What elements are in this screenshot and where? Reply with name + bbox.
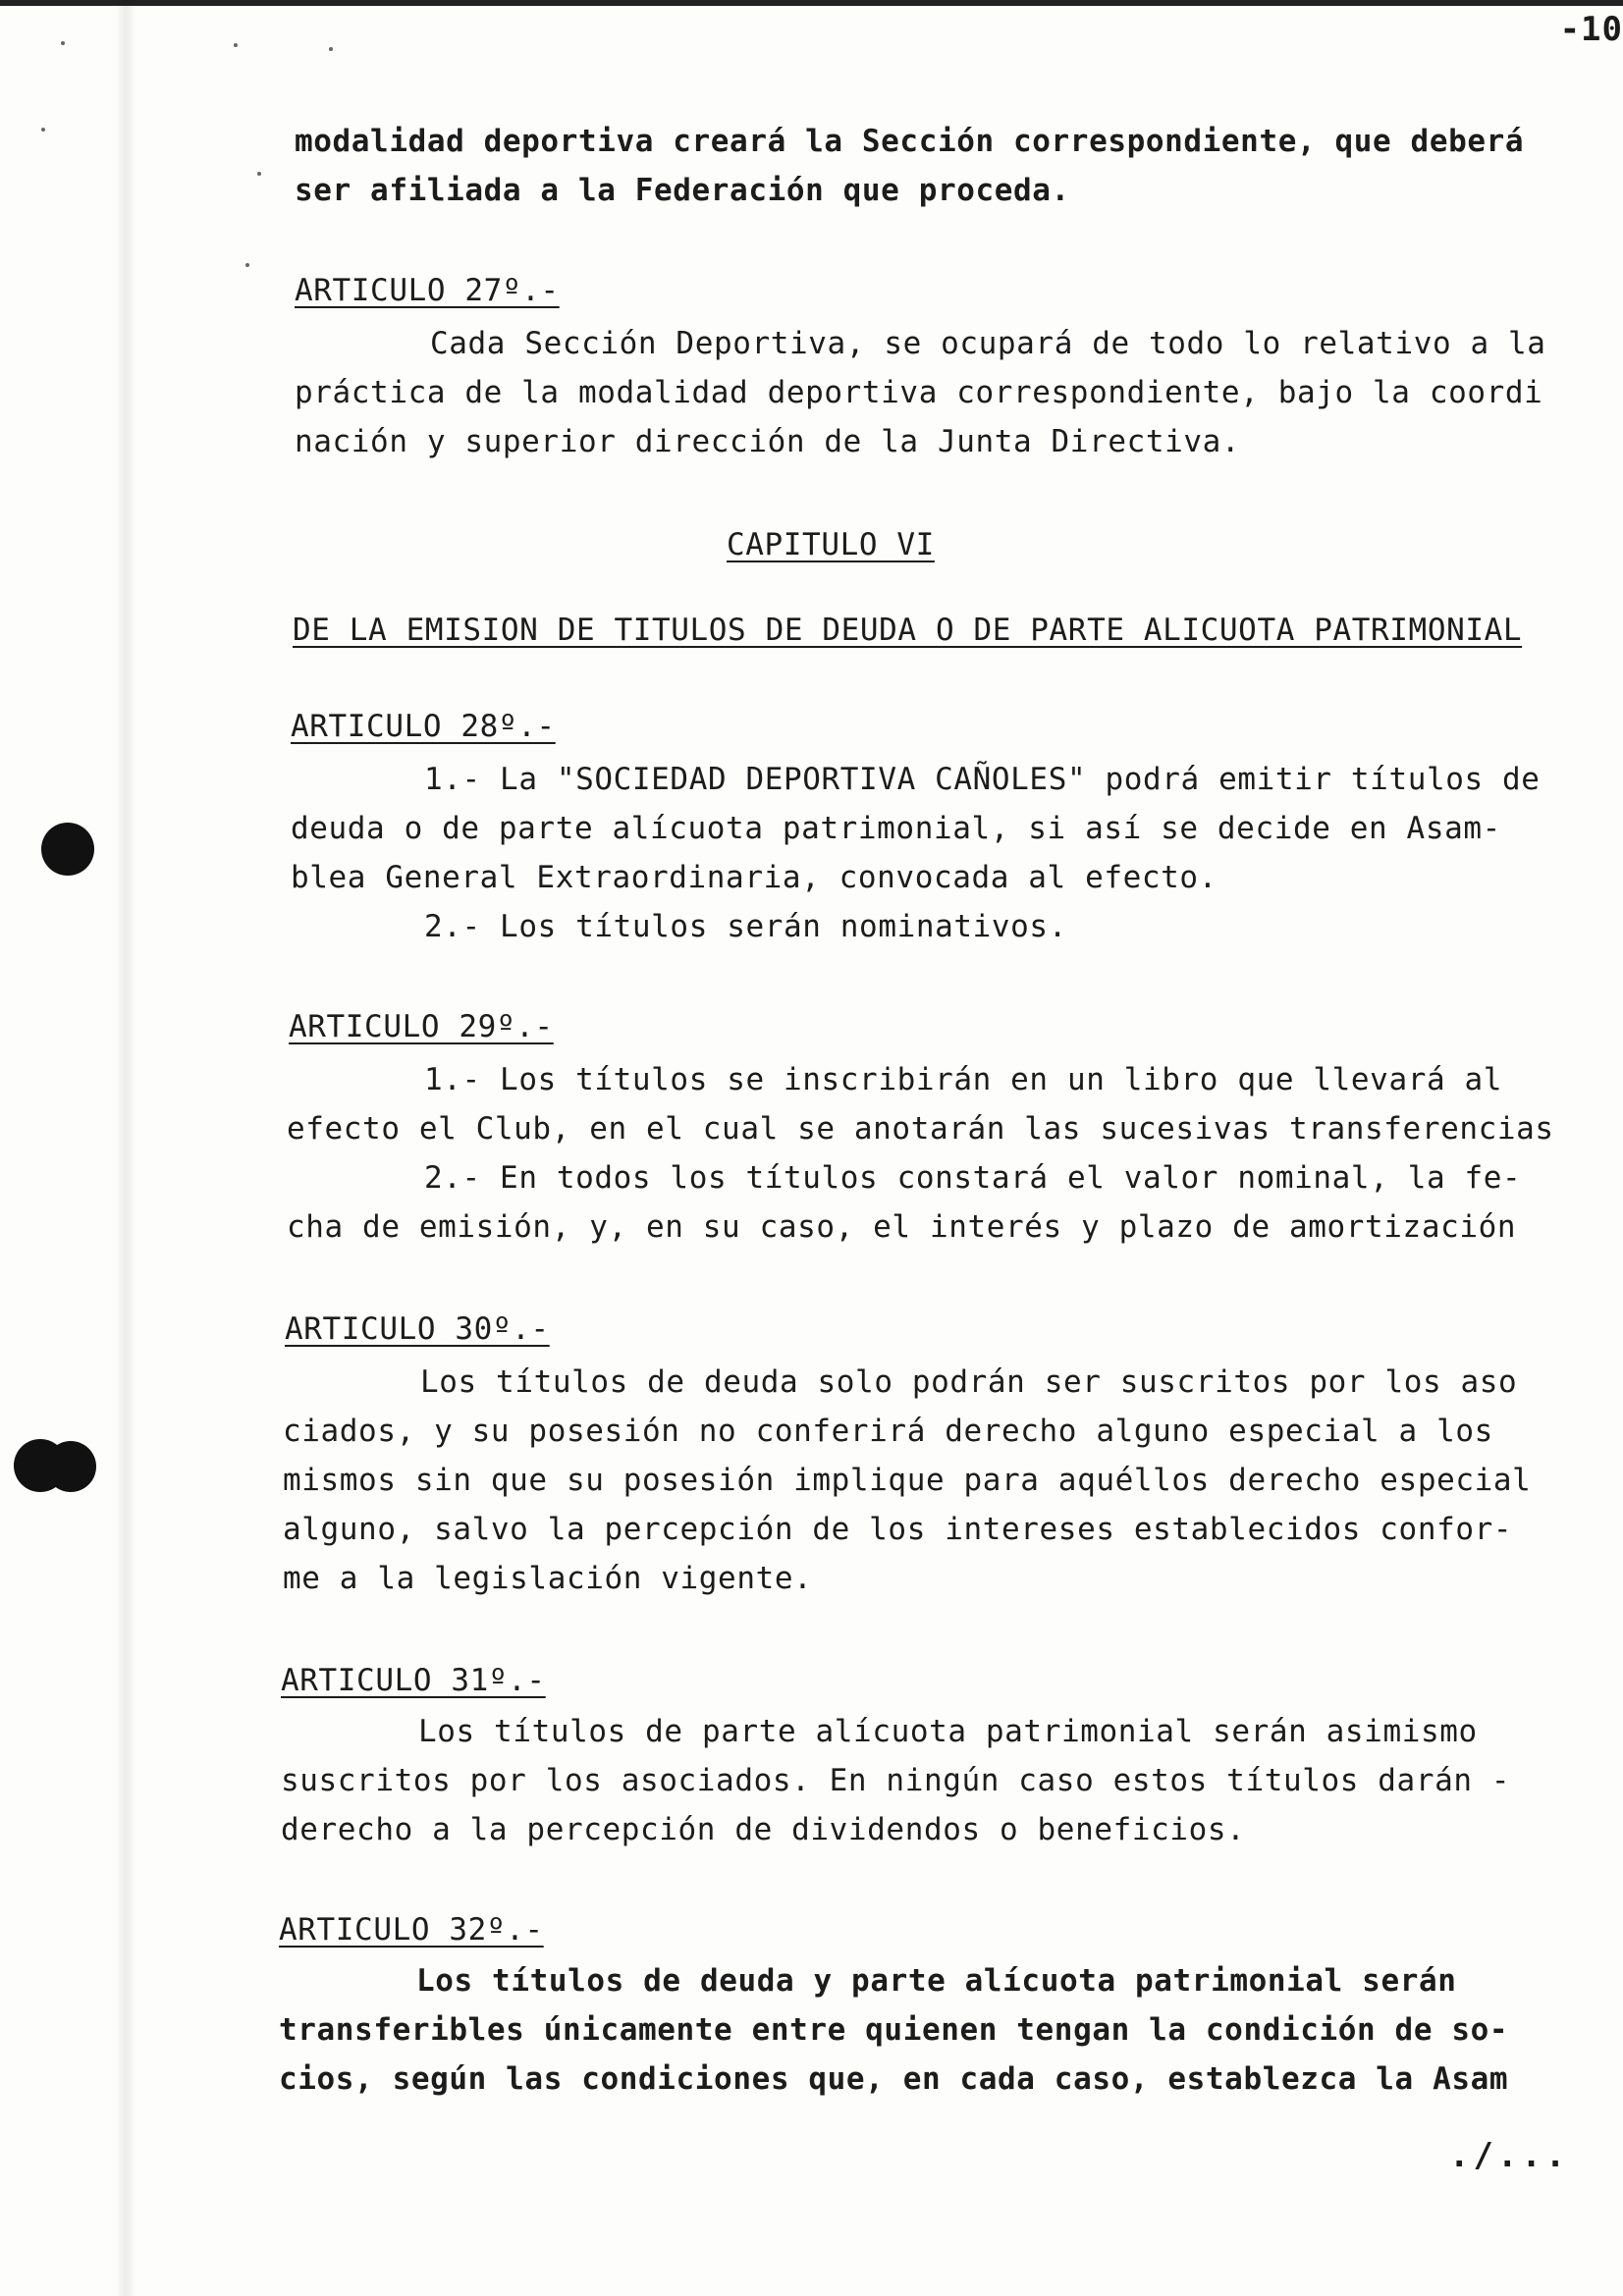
article-28-heading: ARTICULO 28º.-	[291, 709, 556, 744]
continuation-mark: ./...	[1449, 2136, 1570, 2175]
top-border	[0, 0, 1623, 6]
article-32-line: Los títulos de deuda y parte alícuota patrimonial serán	[416, 1963, 1457, 1999]
article-29-line: efecto el Club, en el cual se anotarán las sucesivas transferencias	[287, 1111, 1554, 1147]
article-30-line: mismos sin que su posesión implique para aquéllos derecho especial	[283, 1463, 1532, 1498]
speck	[257, 172, 261, 176]
article-32-line: cios, según las condiciones que, en cada caso, establezca la Asam	[279, 2061, 1509, 2097]
intro-line: modalidad deportiva creará la Sección correspondiente, que deberá	[295, 124, 1525, 159]
article-29-heading: ARTICULO 29º.-	[289, 1009, 554, 1044]
article-27-heading: ARTICULO 27º.-	[295, 273, 560, 308]
speck	[41, 128, 45, 132]
article-31-line: Los títulos de parte alícuota patrimonial serán asimismo	[418, 1714, 1478, 1749]
article-27-line: práctica de la modalidad deportiva correspondiente, bajo la coordi	[295, 375, 1543, 410]
article-30-line: me a la legislación vigente.	[283, 1561, 813, 1596]
article-28-line: 2.- Los títulos serán nominativos.	[424, 909, 1067, 944]
article-27-line: Cada Sección Deportiva, se ocupará de todo lo relativo a la	[430, 326, 1546, 361]
article-32-line: transferibles únicamente entre quienen tengan la condición de so-	[279, 2012, 1509, 2048]
article-27-line: nación y superior dirección de la Junta Directiva.	[295, 424, 1241, 459]
article-28-line: 1.- La "SOCIEDAD DEPORTIVA CAÑOLES" podrá emitir títulos de	[424, 762, 1541, 797]
punch-hole-bottom-right	[45, 1441, 96, 1492]
speck	[329, 47, 333, 51]
article-28-line: deuda o de parte alícuota patrimonial, si así se decide en Asam-	[291, 811, 1501, 846]
page-number: -10	[1559, 10, 1623, 49]
article-29-line: 2.- En todos los títulos constará el valor nominal, la fe-	[424, 1160, 1522, 1196]
intro-line: ser afiliada a la Federación que proceda.	[295, 173, 1070, 208]
scan-strip	[118, 0, 134, 2296]
speck	[245, 263, 249, 267]
article-29-line: 1.- Los títulos se inscribirán en un libro que llevará al	[424, 1062, 1503, 1097]
article-30-line: alguno, salvo la percepción de los intereses establecidos confor-	[283, 1512, 1513, 1547]
article-28-line: blea General Extraordinaria, convocada al efecto.	[291, 860, 1217, 895]
chapter-title: CAPITULO VI	[727, 527, 935, 562]
article-31-heading: ARTICULO 31º.-	[281, 1663, 546, 1698]
chapter-subtitle: DE LA EMISION DE TITULOS DE DEUDA O DE PARTE ALICUOTA PATRIMONIAL	[293, 613, 1523, 648]
article-30-heading: ARTICULO 30º.-	[285, 1311, 550, 1347]
article-30-line: ciados, y su posesión no conferirá derecho alguno especial a los	[283, 1414, 1493, 1449]
speck	[234, 43, 238, 47]
article-31-line: derecho a la percepción de dividendos o beneficios.	[281, 1812, 1246, 1847]
speck	[61, 41, 65, 45]
article-31-line: suscritos por los asociados. En ningún caso estos títulos darán -	[281, 1763, 1511, 1798]
article-29-line: cha de emisión, y, en su caso, el interés y plazo de amortización	[287, 1209, 1517, 1245]
article-30-line: Los títulos de deuda solo podrán ser suscritos por los aso	[420, 1364, 1518, 1400]
article-32-heading: ARTICULO 32º.-	[279, 1912, 544, 1948]
punch-hole-top	[41, 823, 94, 876]
